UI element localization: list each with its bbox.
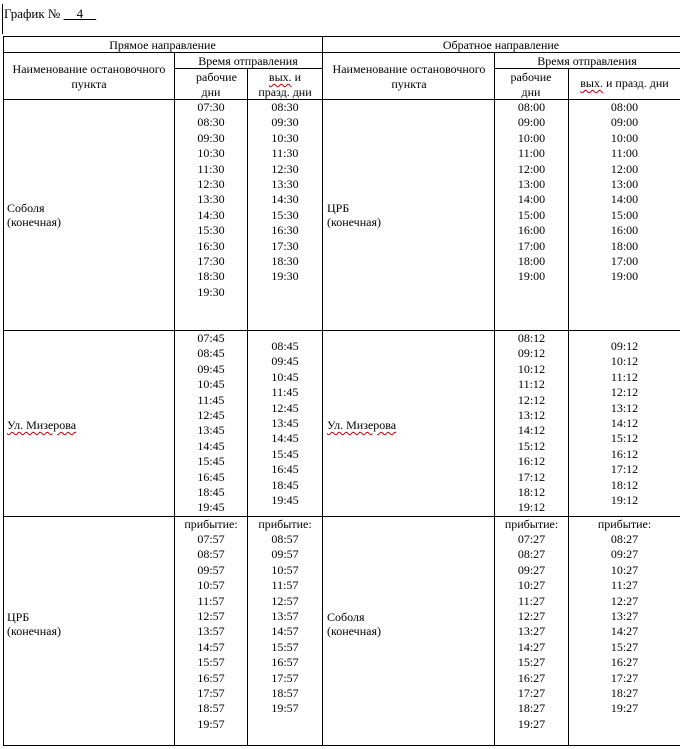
time-entry: 16:30 [197,238,225,253]
time-entry: 12:57 [271,593,299,608]
time-entry: 10:30 [271,130,299,145]
time-entry: 16:00 [517,223,546,238]
time-entry: 10:27 [517,578,546,593]
time-entry: 18:12 [517,485,546,500]
time-entry: 12:27 [517,609,546,624]
time-entry: 15:12 [610,431,639,446]
time-entry: 10:00 [517,130,546,145]
time-entry: 12:30 [197,177,225,192]
row1-forward-stop: Соболя (конечная) [7,201,61,229]
time-entry: 15:45 [197,454,225,469]
time-entry: 11:12 [518,377,545,392]
time-entry: 19:27 [517,716,546,731]
time-entry: 17:57 [197,686,225,701]
forward-weekend-header-suffix: и празд. дни [258,70,312,99]
time-entry: 15:00 [517,207,546,222]
forward-direction-header: Прямое направление [109,38,216,52]
time-entry: 11:27 [611,578,638,593]
time-entry: 14:30 [197,207,225,222]
row3-forward-weekend-arrival-label: прибытие: [258,517,312,531]
time-entry: 19:00 [610,269,639,284]
reverse-weekend-header-prefix: вых. [580,76,603,90]
time-entry: 11:12 [611,369,638,384]
row-divider-1 [3,330,680,331]
reverse-departure-time-header: Время отправления [537,54,637,68]
time-entry: 08:27 [517,547,546,562]
time-entry: 08:27 [610,532,639,546]
row3-forward-weekend-times [248,532,322,717]
time-entry: 14:12 [517,423,546,438]
forward-workdays-header: рабочие дни [196,70,237,99]
time-entry: 16:45 [197,469,225,484]
row2-reverse-stop-label: Ул. Мизерова [327,418,397,432]
time-entry: 13:57 [197,624,225,639]
time-entry: 13:12 [517,408,546,423]
row3-reverse-work-times [495,532,568,732]
time-entry: 18:00 [610,238,639,253]
row-divider-direction [3,52,680,53]
time-entry: 12:57 [197,609,225,624]
time-entry: 14:57 [271,624,299,639]
time-entry: 17:12 [610,462,639,477]
row-divider-departure-reverse [494,68,680,69]
time-entry: 07:27 [517,532,546,546]
time-entry: 17:30 [271,238,299,253]
time-entry: 19:45 [197,500,225,515]
time-entry: 13:12 [610,400,639,415]
time-entry: 09:12 [610,339,639,353]
time-entry: 08:30 [271,100,299,114]
time-entry: 09:57 [197,562,225,577]
time-entry: 19:12 [517,500,546,515]
row2-reverse-stop [327,418,396,432]
time-entry: 19:12 [610,493,639,508]
time-entry: 08:12 [517,331,546,345]
time-entry: 12:45 [197,408,225,423]
time-entry: 18:27 [610,686,639,701]
time-entry: 11:30 [197,161,225,176]
time-entry: 14:45 [197,438,225,453]
table-border-top [3,36,680,37]
row-divider-departure-forward [174,68,322,69]
time-entry: 13:27 [610,609,639,624]
row1-forward-weekend-times [248,100,322,285]
time-entry: 14:57 [197,639,225,654]
row3-reverse-work-arrival-label: прибытие: [504,517,559,531]
time-entry: 19:30 [197,284,225,299]
time-entry: 09:00 [517,115,546,130]
forward-weekend-header [253,70,317,100]
row3-reverse-weekend-arrival-label: прибытие: [597,517,652,531]
time-entry: 11:45 [271,385,299,400]
time-entry: 17:30 [197,254,225,269]
reverse-workdays-header: рабочие дни [510,70,552,99]
row2-forward-weekend-times [248,339,322,508]
time-entry: 13:45 [271,416,299,431]
time-entry: 18:45 [271,477,299,492]
time-entry: 17:57 [271,670,299,685]
time-entry: 13:57 [271,609,299,624]
time-entry: 17:00 [517,238,546,253]
time-entry: 15:27 [517,655,546,670]
row3-forward-work-arrival-label: прибытие: [184,517,238,531]
time-entry: 14:27 [610,624,639,639]
time-entry: 08:57 [271,532,299,546]
time-entry: 13:00 [517,177,546,192]
time-entry: 11:57 [197,593,225,608]
time-entry: 15:30 [197,223,225,238]
row3-reverse-stop: Соболя (конечная) [327,610,381,638]
time-entry: 10:27 [610,562,639,577]
time-entry: 11:45 [197,392,225,407]
time-entry: 18:00 [517,254,546,269]
time-entry: 09:27 [517,562,546,577]
time-entry: 15:57 [197,655,225,670]
time-entry: 09:45 [271,354,299,369]
time-entry: 09:30 [197,130,225,145]
reverse-direction-header: Обратное направление [442,38,560,52]
time-entry: 18:57 [197,701,225,716]
time-entry: 16:12 [517,454,546,469]
time-entry: 11:00 [611,146,638,161]
time-entry: 16:27 [610,655,639,670]
forward-weekend-header-prefix: вых. [268,70,292,84]
time-entry: 18:27 [517,701,546,716]
time-entry: 09:30 [271,115,299,130]
time-entry: 07:30 [197,100,225,114]
row2-reverse-work-times [495,331,568,516]
schedule-title [4,6,96,22]
table-border-bottom [3,745,680,746]
row2-forward-work-times [175,331,247,516]
time-entry: 15:45 [271,446,299,461]
time-entry: 15:57 [271,639,299,654]
time-entry: 14:45 [271,431,299,446]
time-entry: 09:12 [517,346,546,361]
time-entry: 19:27 [610,701,639,716]
time-entry: 16:00 [610,223,639,238]
time-entry: 13:30 [197,192,225,207]
time-entry: 12:30 [271,161,299,176]
time-entry: 16:57 [197,670,225,685]
row3-forward-work-times [175,532,247,732]
time-entry: 19:57 [271,701,299,716]
forward-stop-name-header: Наименование остановочного пункта [12,62,166,91]
time-entry: 12:45 [271,400,299,415]
schedule-title-prefix: График № [4,6,61,21]
row1-forward-work-times [175,100,247,300]
table-border-left [3,36,4,746]
time-entry: 08:57 [197,547,225,562]
time-entry: 15:27 [610,639,639,654]
time-entry: 08:45 [197,346,225,361]
time-entry: 15:12 [517,438,546,453]
text-cursor [2,4,3,34]
time-entry: 16:12 [610,446,639,461]
time-entry: 14:00 [610,192,639,207]
time-entry: 10:12 [610,354,639,369]
time-entry: 09:27 [610,547,639,562]
reverse-stop-name-header: Наименование остановочного пункта [332,62,486,91]
time-entry: 14:30 [271,192,299,207]
time-entry: 14:00 [517,192,546,207]
time-entry: 16:30 [271,223,299,238]
time-entry: 08:45 [271,339,299,353]
time-entry: 07:57 [197,532,225,546]
row3-reverse-weekend-times [569,532,680,717]
time-entry: 19:30 [271,269,299,284]
schedule-number: __4__ [63,6,97,21]
time-entry: 17:27 [610,670,639,685]
time-entry: 10:45 [197,377,225,392]
time-entry: 17:12 [517,469,546,484]
row2-forward-stop-label: Ул. Мизерова [7,418,77,432]
row2-forward-stop [7,418,76,432]
time-entry: 15:00 [610,207,639,222]
time-entry: 07:45 [197,331,225,345]
time-entry: 13:30 [271,177,299,192]
time-entry: 09:57 [271,547,299,562]
time-entry: 12:12 [517,392,546,407]
row1-reverse-weekend-times [569,100,680,285]
time-entry: 09:00 [610,115,639,130]
time-entry: 19:00 [517,269,546,284]
time-entry: 08:00 [610,100,639,114]
time-entry: 18:30 [197,269,225,284]
time-entry: 11:27 [518,593,545,608]
time-entry: 16:45 [271,462,299,477]
time-entry: 13:27 [517,624,546,639]
time-entry: 11:00 [518,146,545,161]
time-entry: 14:12 [610,416,639,431]
row2-reverse-weekend-times [569,339,680,508]
col-divider-direction [322,36,323,746]
time-entry: 18:30 [271,254,299,269]
time-entry: 13:45 [197,423,225,438]
time-entry: 10:00 [610,130,639,145]
row3-forward-stop: ЦРБ (конечная) [7,610,61,638]
time-entry: 10:57 [271,562,299,577]
reverse-weekend-header [569,76,680,90]
forward-departure-time-header: Время отправления [198,54,298,68]
time-entry: 10:57 [197,578,225,593]
reverse-weekend-header-suffix: и празд. дни [602,76,669,90]
time-entry: 10:45 [271,369,299,384]
time-entry: 11:57 [271,578,299,593]
time-entry: 17:27 [517,686,546,701]
row1-reverse-work-times [495,100,568,285]
time-entry: 16:27 [517,670,546,685]
time-entry: 18:45 [197,485,225,500]
time-entry: 19:57 [197,716,225,731]
time-entry: 18:12 [610,477,639,492]
time-entry: 14:27 [517,639,546,654]
time-entry: 12:27 [610,593,639,608]
time-entry: 17:00 [610,254,639,269]
time-entry: 12:00 [610,161,639,176]
time-entry: 09:45 [197,361,225,376]
row1-reverse-stop: ЦРБ (конечная) [327,201,381,229]
time-entry: 10:30 [197,146,225,161]
time-entry: 08:30 [197,115,225,130]
time-entry: 10:12 [517,361,546,376]
time-entry: 16:57 [271,655,299,670]
time-entry: 08:00 [517,100,546,114]
time-entry: 15:30 [271,207,299,222]
time-entry: 12:12 [610,385,639,400]
time-entry: 11:30 [271,146,299,161]
time-entry: 12:00 [517,161,546,176]
time-entry: 18:57 [271,686,299,701]
time-entry: 13:00 [610,177,639,192]
time-entry: 19:45 [271,493,299,508]
